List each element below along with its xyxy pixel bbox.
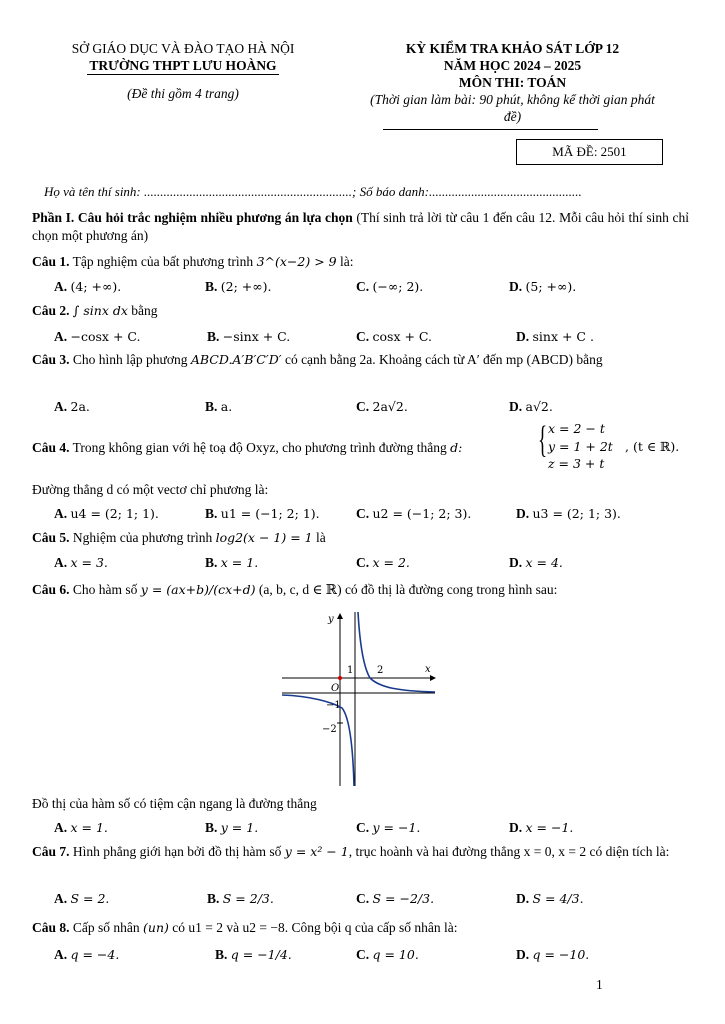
q3-option-b[interactable]: B. a. [205,399,233,414]
question-label: Câu 1. [32,254,70,269]
question-3: Câu 3. Cho hình lập phương ABCD.A′B′C′D′ có cạnh bằng 2a. Khoảng cách từ A′ đến mp (ABCD) bằng [32,352,603,367]
question-text: bằng [127,303,158,318]
exam-title: KỲ KIỂM TRA KHẢO SÁT LỚP 12 [405,41,620,56]
question-text: Trong không gian với hệ toạ độ Oxyz, cho phương trình đường thẳng [69,440,451,455]
exam-code-box: MÃ ĐỀ: 2501 [516,139,663,165]
question-label: Câu 2. [32,303,70,318]
q2-option-c[interactable]: C. cosx + C. [356,329,433,344]
q1-option-d[interactable]: D. (5; +∞). [509,279,577,294]
question-math: d: [450,440,463,455]
question-text: , trục hoành và hai đường thẳng x = 0, x = 2 có diện tích là: [348,844,670,859]
curve-branch-left [282,695,354,786]
q6-subtext: Đồ thị của hàm số có tiệm cận ngang là đường thẳng [32,796,317,811]
school-year: NĂM HỌC 2024 – 2025 [443,58,582,73]
hyperbola-graph [280,608,440,788]
q8-option-b[interactable]: B. q = −1/4. [215,947,292,962]
question-8 [32,919,689,937]
q2-option-d[interactable]: D. sinx + C . [516,329,594,344]
subject: MÔN THI: TOÁN [458,75,567,90]
question-math: 3^(x−2) > 9 [256,254,337,269]
q4-option-d[interactable]: D. u3 = (2; 1; 3). [516,506,621,521]
ministry-name: SỞ GIÁO DỤC VÀ ĐÀO TẠO HÀ NỘI [71,41,295,56]
question-text: Tập nghiệm của bất phương trình [69,254,257,269]
question-label: Câu 5. [32,530,70,545]
origin-label: O [331,683,340,694]
question-math: y = (ax+b)/(cx+d) [140,582,256,597]
y-tick-minus1: −1 [326,700,341,711]
q6-option-b[interactable]: B. y = 1. [205,820,259,835]
q6-option-a[interactable]: A. x = 1. [54,820,108,835]
question-text: Cho hàm số [69,582,141,597]
question-label: Câu 4. [32,440,70,455]
header-right [335,40,690,125]
name-dots[interactable]: ................................................................ [144,184,353,199]
header-left [38,40,328,102]
question-math: ∫ sinx dx [72,303,128,318]
q7-option-c[interactable]: C. S = −2/3. [356,891,435,906]
question-label: Câu 8. [32,920,70,935]
part1-title: Phần I. Câu hỏi trắc nghiệm nhiều phương án lựa chọn [32,210,353,225]
page-number: 1 [596,977,603,992]
system-eq-y: y = 1 + 2t [548,438,613,454]
question-text: có u1 = 2 và u2 = −8. Công bội q của cấp số nhân là: [168,920,458,935]
q7-option-b[interactable]: B. S = 2/3. [207,891,274,906]
question-text: là: [336,254,354,269]
q5-option-d[interactable]: D. x = 4. [509,555,563,570]
page-count-note: (Đề thi gồm 4 trang) [127,86,239,101]
question-math: (un) [143,920,169,935]
q5-option-a[interactable]: A. x = 3. [54,555,108,570]
school-name: TRƯỜNG THPT LƯU HOÀNG [89,58,277,73]
q2-option-b[interactable]: B. −sinx + C. [207,329,291,344]
q3-option-c[interactable]: C. 2a√2. [356,399,408,414]
time-note: (Thời gian làm bài: 90 phút, không kể thời gian phát [370,92,655,107]
curve-branch-right [358,612,435,692]
q8-option-c[interactable]: C. q = 10. [356,947,419,962]
q3-option-d[interactable]: D. a√2. [509,399,553,414]
param-domain: , (t ∈ ℝ). [625,439,680,454]
q7-option-a[interactable]: A. S = 2. [54,891,110,906]
x-tick-1: 1 [347,665,354,676]
question-text: Nghiệm của phương trình [69,530,216,545]
y-tick-minus2-label: −2 [322,724,337,735]
system-eq-x: x = 2 − t [548,421,605,436]
student-info-line [44,184,582,201]
question-text: có cạnh bằng 2a. Khoảng cách từ A′ đến mp (ABCD) bằng [281,352,603,367]
q8-option-d[interactable]: D. q = −10. [516,947,590,962]
q4-subtext: Đường thẳng d có một vectơ chỉ phương là: [32,482,269,497]
y-axis-label: y [328,614,334,625]
system-brace: { [538,419,548,461]
header-divider [383,129,598,130]
part1-heading [32,209,689,244]
question-label: Câu 6. [32,582,70,597]
question-math: y = x² − 1 [284,844,349,859]
question-math: ABCD.A′B′C′D′ [190,352,282,367]
q5-option-c[interactable]: C. x = 2. [356,555,410,570]
q7-option-d[interactable]: D. S = 4/3. [516,891,584,906]
q1-option-c[interactable]: C. (−∞; 2). [356,279,424,294]
q6-option-d[interactable]: D. x = −1. [509,820,574,835]
x-tick-2: 2 [377,665,384,676]
time-note-2: đề) [503,109,522,124]
origin-point [338,676,342,680]
q4-option-c[interactable]: C. u2 = (−1; 2; 3). [356,506,472,521]
q1-option-b[interactable]: B. (2; +∞). [205,279,272,294]
question-2 [32,302,689,320]
question-label: Câu 7. [32,844,70,859]
question-text: Hình phẳng giới hạn bởi đồ thị hàm số [69,844,285,859]
q4-option-b[interactable]: B. u1 = (−1; 2; 1). [205,506,320,521]
q5-option-b[interactable]: B. x = 1. [205,555,259,570]
question-1 [32,253,689,271]
q1-option-a[interactable]: A. (4; +∞). [54,279,122,294]
question-math: log2(x − 1) = 1 [215,530,313,545]
q6-option-c[interactable]: C. y = −1. [356,820,421,835]
id-label: ; Số báo danh: [352,184,429,199]
line-system [548,420,613,473]
question-text: (a, b, c, d ∈ ℝ) có đồ thị là đường cong trong hình sau: [255,582,558,597]
x-axis-label: x [425,664,431,675]
name-label: Họ và tên thí sinh: [44,184,145,199]
system-eq-z: z = 3 + t [548,456,605,471]
question-6 [32,581,689,599]
question-text: là [312,530,326,545]
question-7 [32,843,689,861]
q8-option-a[interactable]: A. q = −4. [54,947,120,962]
q4-option-a[interactable]: A. u4 = (2; 1; 1). [54,506,159,521]
question-label: Câu 3. [32,352,70,367]
q3-option-a[interactable]: A. 2a. [54,399,90,414]
question-4 [32,439,462,457]
q2-option-a[interactable]: A. −cosx + C. [54,329,141,344]
id-dots[interactable]: ............................................... [428,184,582,199]
part1-note: (Thí sinh trả lời từ câu 1 đến câu 12. Mỗi câu hỏi thí sinh chỉ chọn một phương án) [32,210,689,243]
question-5 [32,529,689,547]
question-text: Cấp số nhân [69,920,144,935]
